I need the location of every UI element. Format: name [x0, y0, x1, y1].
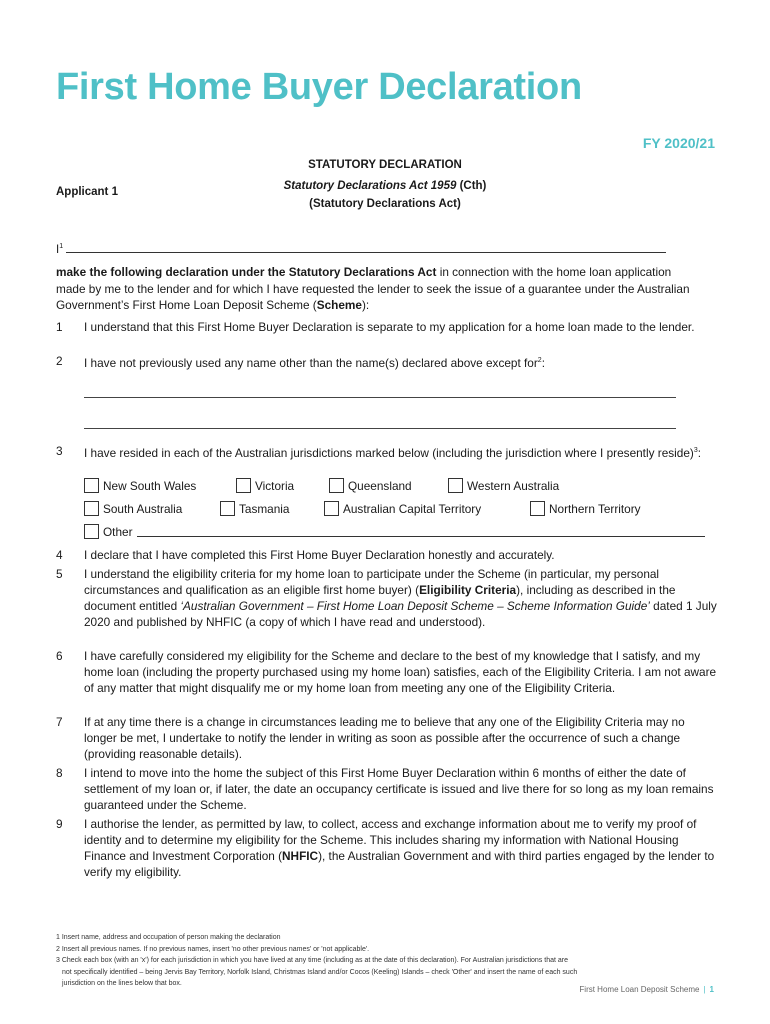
item-text-c: dated 1 July 2020 and published by NHFIC (a copy of which I have read and understood). [84, 599, 717, 629]
declarant-name-field[interactable] [66, 242, 666, 253]
checkbox-other[interactable] [84, 524, 705, 539]
declarant-prefix: I [56, 244, 60, 256]
checkbox-box[interactable] [84, 524, 99, 539]
declaration-item-4 [56, 547, 718, 563]
other-jurisdiction-field[interactable] [137, 526, 705, 537]
checkbox-label: Tasmania [239, 501, 290, 516]
footnote-ref: 1 [59, 243, 64, 251]
checkbox-label: Queensland [348, 478, 412, 493]
item-number: 1 [56, 320, 63, 334]
item-text: I intend to move into the home the subject of this First Home Buyer Declaration within 6 months of either the date of settlement of my loan or, if later, the date an occupancy certificate is issued and live there for so long as my loan remains guaranteed under the Scheme. [84, 766, 714, 812]
footnote-3-continued: not specifically identified – being Jervis Bay Territory, Norfolk Island, Christmas Island and/or Cocos (Keeling) Islands – check 'Other' and insert the name of each such [62, 968, 578, 976]
eligibility-criteria-term: Eligibility Criteria [419, 583, 517, 597]
previous-names-field-2[interactable] [84, 428, 676, 429]
checkbox-queensland[interactable] [329, 478, 412, 493]
act-short-name: (Statutory Declarations Act) [309, 198, 461, 210]
item-number: 3 [56, 444, 63, 458]
item-text: I declare that I have completed this First Home Buyer Declaration honestly and accurately. [84, 548, 555, 562]
checkbox-box[interactable] [220, 501, 235, 516]
item-text-b: ), including as described in the document entitled [84, 583, 676, 613]
checkbox-northern-territory[interactable] [530, 501, 641, 516]
item-text-suffix: : [541, 355, 545, 370]
checkbox-victoria[interactable] [236, 478, 294, 493]
page-number: 1 [709, 985, 714, 994]
item-text: I understand that this First Home Buyer Declaration is separate to my application for a home loan made to the lender. [84, 320, 695, 334]
applicant-label: Applicant 1 [56, 186, 118, 198]
item-text-suffix: : [697, 445, 702, 460]
checkbox-box[interactable] [236, 478, 251, 493]
checkbox-label: Western Australia [467, 478, 560, 493]
checkbox-label: Victoria [255, 478, 295, 493]
checkbox-label: South Australia [103, 501, 183, 516]
item-text-body: I have not previously used any name other than the name(s) declared above except for [84, 355, 538, 370]
item-text [84, 816, 718, 880]
declaration-item-3 [56, 443, 718, 461]
checkbox-tasmania[interactable] [220, 501, 290, 516]
item-text-a: I authorise the lender, as permitted by law, to collect, access and exchange information about me to verify my proof of identity and to determine my eligibility for the Scheme. This includes sharing my information with National Housing Finance and Investment Corporation ( [84, 817, 697, 863]
checkbox-label: New South Wales [103, 478, 197, 493]
checkbox-south-australia[interactable] [84, 501, 182, 516]
checkbox-western-australia[interactable] [448, 478, 559, 493]
intro-text: in connection with the home loan application made by me to the lender and for which I have requested the lender to seek the issue of a guarantee under the Australian Government’s First Home Loan Deposit Scheme ( [56, 265, 690, 312]
item-number: 8 [56, 766, 63, 780]
item-text-body: I have resided in each of the Australian jurisdictions marked below (including the jurisdiction where I presently reside) [84, 445, 694, 460]
checkbox-act[interactable] [324, 501, 481, 516]
page-title: First Home Buyer Declaration [56, 66, 582, 108]
intro-paragraph [56, 264, 696, 314]
checkbox-label: Australian Capital Territory [343, 501, 482, 516]
item-number: 4 [56, 548, 63, 562]
item-text [84, 353, 718, 371]
previous-names-field-1[interactable] [84, 397, 676, 398]
item-text [84, 443, 718, 461]
checkbox-box[interactable] [530, 501, 545, 516]
item-number: 2 [56, 354, 63, 368]
checkbox-box[interactable] [84, 501, 99, 516]
scheme-term: Scheme [316, 298, 362, 312]
declaration-item-7 [56, 714, 718, 762]
item-number: 6 [56, 649, 63, 663]
checkbox-box[interactable] [324, 501, 339, 516]
item-text-b: ), the Australian Government and with third parties engaged by the lender to verify my eligibility. [84, 849, 715, 879]
item-text-a: I understand the eligibility criteria for my home loan to participate under the Scheme (in particular, my personal circumstances and qualification as an eligible first home buyer) ( [84, 567, 660, 597]
item-text: If at any time there is a change in circumstances leading me to believe that any one of the Eligibility Criteria may no longer be met, I undertake to notify the lender in writing as soon as possible after the occurrence of such a change (providing reasonable details). [84, 715, 685, 761]
fiscal-year-label: FY 2020/21 [642, 135, 715, 151]
checkbox-box[interactable] [84, 478, 99, 493]
declarant-line [56, 242, 666, 256]
footer-label: First Home Loan Deposit Scheme [579, 985, 700, 994]
footnote-ref: 2 [537, 357, 542, 364]
item-text: I have carefully considered my eligibility for the Scheme and declare to the best of my knowledge that I satisfy, and my home loan (including the property purchased using my home loan) satisfies, each of the Eligibility Criteria. I am not aware of any matter that might disqualify me or my home loan from meeting any one of the Eligibility Criteria. [84, 649, 717, 695]
intro-text-end: ): [361, 298, 370, 312]
footnote-2: 2 Insert all previous names. If no previous names, insert 'no other previous names' or 'not applicable'. [56, 945, 370, 953]
act-suffix: (Cth) [456, 180, 487, 192]
page-footer [579, 985, 714, 994]
checkbox-label: Other [103, 524, 133, 539]
item-number: 9 [56, 817, 63, 831]
act-italic: Statutory Declarations Act 1959 [283, 180, 457, 192]
declaration-item-5 [56, 566, 718, 630]
checkbox-box[interactable] [448, 478, 463, 493]
declaration-item-1 [56, 319, 718, 335]
item-number: 5 [56, 567, 63, 581]
item-number: 7 [56, 715, 63, 729]
statutory-heading: STATUTORY DECLARATION [308, 159, 462, 171]
checkbox-box[interactable] [329, 478, 344, 493]
declaration-item-6 [56, 648, 718, 696]
declaration-item-2 [56, 353, 718, 371]
nhfic-term: NHFIC [282, 849, 319, 863]
footnote-ref: 3 [693, 447, 698, 454]
footnotes [56, 932, 696, 990]
guide-title: ‘Australian Government – First Home Loan Deposit Scheme – Scheme Information Guide’ [180, 599, 650, 613]
footer-separator: | [703, 985, 706, 994]
intro-bold-lead: make the following declaration under the Statutory Declarations Act [56, 265, 437, 279]
footnote-3: 3 Check each box (with an 'x') for each jurisdiction in which you have lived at any time (including as at the date of this declaration). For Australian jurisdictions that are [56, 957, 568, 964]
declaration-item-9 [56, 816, 718, 880]
footnote-1: 1 Insert name, address and occupation of person making the declaration [56, 934, 281, 941]
checkbox-label: Northern Territory [549, 501, 641, 516]
declaration-item-8 [56, 765, 718, 813]
item-text [84, 566, 718, 630]
checkbox-nsw[interactable] [84, 478, 196, 493]
footnote-3-continued: jurisdiction on the lines below that box. [62, 980, 182, 987]
